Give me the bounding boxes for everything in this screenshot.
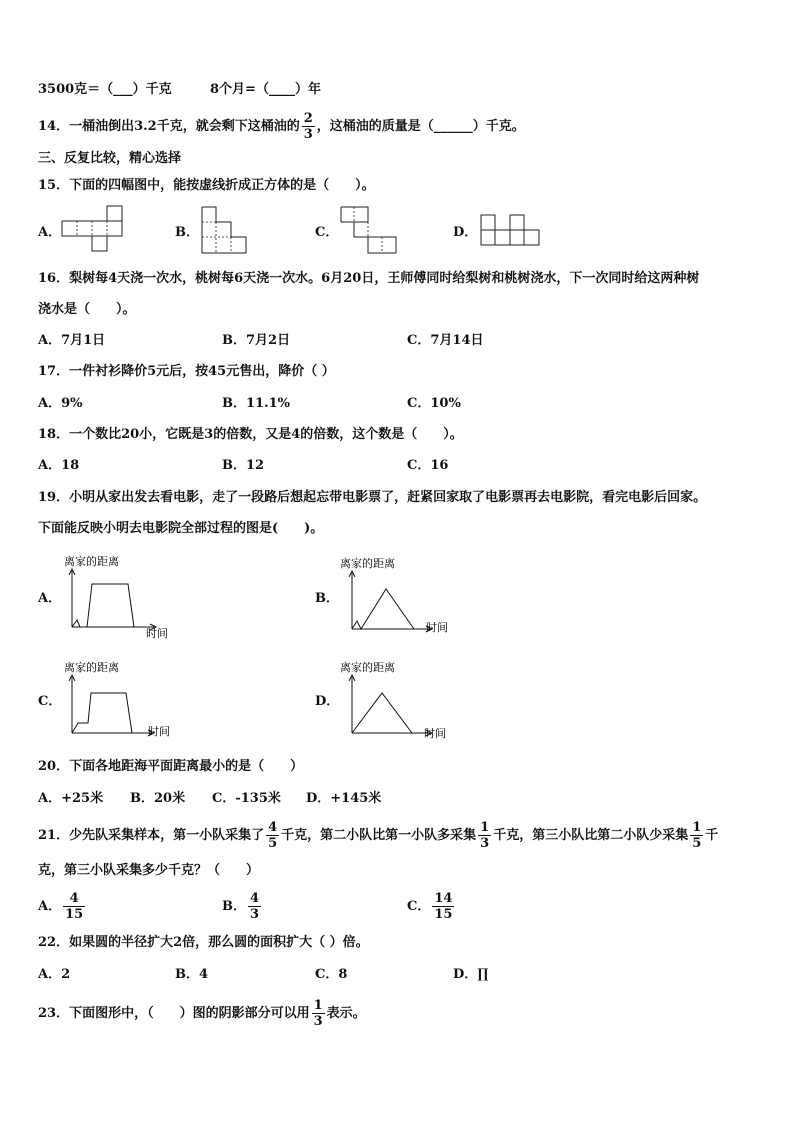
graph-a-xlabel: 时间 — [146, 627, 168, 640]
q21-frac-3 — [690, 820, 703, 851]
graph-c-ylabel: 离家的距离 — [64, 661, 119, 674]
q14-frac-den: 3 — [303, 127, 313, 142]
q23-frac-den: 3 — [313, 1014, 323, 1029]
q21-opt-c-frac — [432, 891, 454, 922]
q17-opt-a: A．9% — [38, 396, 83, 411]
q19-opt-a: A． — [38, 591, 62, 606]
q16-line1: 16．梨树每4天浇一次水，桃树每6天浇一次水。6月20日，王师傅同时给梨树和桃树浇水，下一次同时给这两种树 — [38, 271, 700, 286]
q21-opt-b-frac — [248, 891, 261, 922]
q21-opt-b-num: 4 — [250, 891, 260, 906]
q21-frac-2-den: 3 — [480, 836, 490, 851]
graph-a-ylabel: 离家的距离 — [64, 555, 119, 568]
q14-frac-num: 2 — [303, 111, 313, 126]
q21-opt-b-label: B． — [222, 899, 246, 914]
q23-fraction — [312, 998, 325, 1029]
q15-opt-a: A． — [38, 225, 62, 240]
graph-d-xlabel: 时间 — [424, 727, 446, 740]
q21-frac-3-den: 5 — [692, 836, 702, 851]
q21-p2: 千克，第二小队比第一小队多采集 — [281, 828, 477, 843]
q20-opt-d: D．+145米 — [306, 791, 382, 806]
q15-opt-c: C． — [315, 225, 339, 240]
graph-b-ylabel: 离家的距离 — [340, 557, 395, 570]
graph-c — [60, 659, 180, 741]
q21-opt-a-num: 4 — [63, 891, 85, 907]
graph-b-xlabel: 时间 — [426, 621, 448, 634]
q15-opt-b: B． — [175, 225, 199, 240]
q15-text: 15．下面的四幅图中，能按虚线折成正方体的是（ ）。 — [38, 178, 375, 193]
q21-opt-b — [222, 891, 263, 922]
q13-right: 8个月=（____）年 — [210, 82, 321, 97]
q17-opt-c: C．10% — [407, 396, 461, 411]
q17-opt-b: B．11.1% — [222, 396, 291, 411]
q21-p1: 21．少先队采集样本，第一小队采集了 — [38, 828, 265, 843]
net-b-figure — [201, 205, 251, 257]
q14-post: ，这桶油的质量是（______）千克。 — [316, 119, 525, 134]
graph-d-ylabel: 离家的距离 — [340, 661, 395, 674]
q23-frac-num: 1 — [313, 998, 323, 1013]
q21-opt-c-num: 14 — [434, 891, 453, 906]
q20-opt-b: B．20米 — [130, 791, 186, 806]
graph-a — [60, 553, 180, 640]
q21-frac-2-num: 1 — [480, 820, 490, 835]
q20-opt-c: C．-135米 — [212, 791, 281, 806]
q15-opt-d: D． — [453, 225, 478, 240]
q21-frac-1 — [266, 820, 279, 851]
q13-left: 3500克＝（___）千克 — [38, 82, 172, 97]
q21-frac-1-den: 5 — [268, 836, 278, 851]
q19-opt-b: B． — [315, 591, 339, 606]
q20-text: 20．下面各地距海平面距离最小的是（ ） — [38, 759, 304, 774]
q21-frac-2 — [478, 820, 491, 851]
q23 — [38, 998, 366, 1029]
q22-opt-d: D．∏ — [453, 967, 489, 982]
graph-d — [338, 659, 458, 741]
q14-fraction — [302, 111, 315, 142]
q22-opt-b: B．4 — [175, 967, 209, 982]
q21-opt-c-label: C． — [407, 899, 431, 914]
q21-opt-a-frac — [63, 891, 85, 922]
q21-opt-a-den: 15 — [65, 907, 84, 922]
q19-line2: 下面能反映小明去电影院全部过程的图是( )。 — [38, 521, 324, 536]
q21-opt-c-den: 15 — [434, 907, 453, 922]
q21-frac-3-num: 1 — [692, 820, 702, 835]
q21-opt-b-den: 3 — [250, 907, 260, 922]
q16-opt-b: B．7月2日 — [222, 333, 291, 348]
q23-pre: 23．下面图形中，（ ）图的阴影部分可以用 — [38, 1006, 310, 1021]
q21-frac-1-num: 4 — [268, 820, 278, 835]
graph-c-xlabel: 时间 — [148, 725, 170, 738]
q22-text: 22．如果圆的半径扩大2倍，那么圆的面积扩大（ ）倍。 — [38, 935, 369, 950]
q17-text: 17．一件衬衫降价5元后，按45元售出，降价（ ） — [38, 364, 335, 379]
net-d-figure — [480, 213, 542, 249]
q14-pre: 14．一桶油倒出3.2千克，就会剩下这桶油的 — [38, 119, 300, 134]
q14 — [38, 111, 525, 142]
q21-line2: 克，第三小队采集多少千克？（ ） — [38, 863, 260, 878]
q23-post: 表示。 — [326, 1006, 366, 1021]
q18-opt-c: C．16 — [407, 458, 449, 473]
q19-line1: 19．小明从家出发去看电影，走了一段路后想起忘带电影票了，赶紧回家取了电影票再去电影院，看完电影后回家。 — [38, 490, 707, 505]
q18-text: 18．一个数比20小，它既是3的倍数，又是4的倍数，这个数是（ ）。 — [38, 427, 463, 442]
q16-opt-c: C．7月14日 — [407, 333, 484, 348]
q18-opt-b: B．12 — [222, 458, 265, 473]
section-3-title: 三、反复比较，精心选择 — [38, 151, 182, 166]
q21-p4: 千 — [705, 828, 719, 843]
q21-opt-a-label: A． — [38, 899, 62, 914]
q16-line2: 浇水是（ ）。 — [38, 302, 136, 317]
net-c-figure — [340, 206, 400, 256]
q18-opt-a: A．18 — [38, 458, 80, 473]
q22-opt-a: A．2 — [38, 967, 71, 982]
net-a-figure — [62, 205, 124, 253]
graph-b — [338, 555, 458, 637]
q19-opt-d: D． — [315, 694, 340, 709]
q21-opt-c — [407, 891, 456, 922]
q21-opt-a — [38, 891, 87, 922]
q16-opt-a: A．7月1日 — [38, 333, 106, 348]
q19-opt-c: C． — [38, 694, 62, 709]
q20-opt-a: A．+25米 — [38, 791, 104, 806]
q21-p3: 千克，第三小队比第二小队少采集 — [493, 828, 689, 843]
q21-line1 — [38, 820, 718, 851]
q22-opt-c: C．8 — [315, 967, 348, 982]
